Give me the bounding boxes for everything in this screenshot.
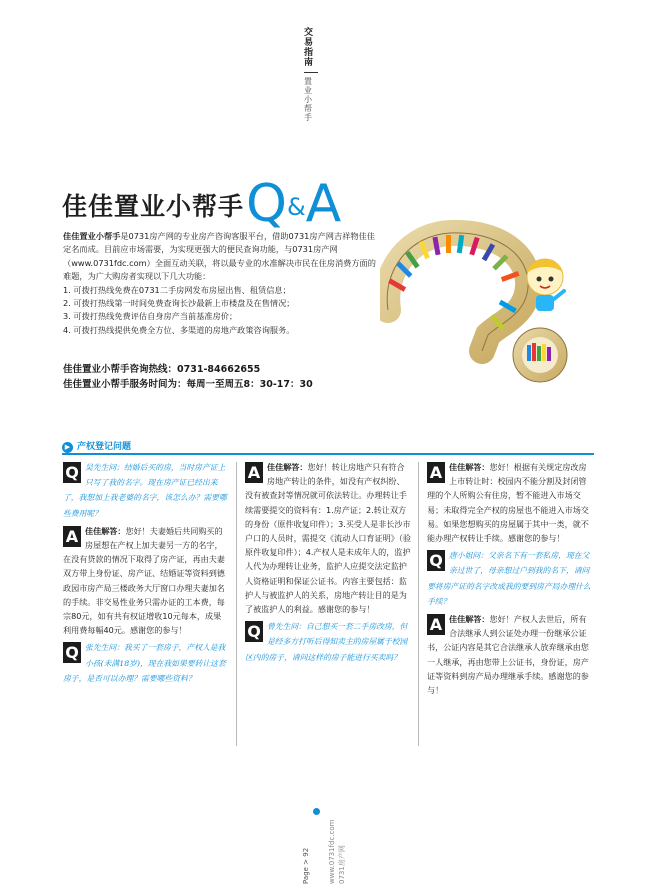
question-block bbox=[245, 619, 411, 665]
intro-item: 1. 可拨打热线免费在0731二手房网发布房屋出售、租赁信息； bbox=[63, 284, 291, 295]
title-ampersand: & bbox=[286, 193, 306, 221]
answer-text: 您好！转让房地产只有符合房地产转让的条件，如没有产权纠纷、没有被查封等情况就可依法转让。办理转让手续需要提交的资料有：1.房产证；2.转让双方的身份（原件收复印件）；3.买受人是非长沙市户口的人员时，需提交《流动人口育证明》（验原件收复印件）；4.产权人是未成年人的，监护人代为办理转让业务，监护人应提交法定监护人资格证明和保证公证书。内容主要包括：监护人与被监护人的关系，房地产转让目的是为了被监护人的利益。感谢您的参与！ bbox=[245, 462, 411, 615]
answer-label: 佳佳解答： bbox=[449, 462, 490, 472]
answer-text: 您好！产权人去世后，所有合法继承人到公证处办理一份继承公证书，公证内容是其它合法继承人放弃继承由您一人继承，再由您带上公证书，身份证，房产证等资料到房产局办理继承手续。感谢您的参与！ bbox=[427, 614, 589, 696]
page-number: Page > 92 bbox=[302, 847, 310, 884]
question-text: 唐小姐问：父亲名下有一套私房，现在父亲过世了，母亲想过户到我的名下，请问要将房产证的名字改成我的要到房产局办理什么手续？ bbox=[427, 551, 591, 606]
question-badge: Q bbox=[63, 642, 81, 663]
qa-column-2 bbox=[245, 460, 411, 668]
footer-site-name: 0731房产网 bbox=[338, 845, 346, 884]
section-underline bbox=[62, 453, 594, 455]
section-tab bbox=[304, 28, 320, 122]
tab-subsection-name: 置业小帮手 bbox=[304, 77, 312, 122]
intro-item: 2. 可拨打热线第一时间免费查询长沙最新上市楼盘及在售情况； bbox=[63, 298, 295, 309]
question-badge: Q bbox=[63, 462, 81, 483]
page-marker-dot bbox=[313, 808, 320, 815]
page-footer bbox=[300, 800, 350, 884]
intro-lead-rest: 是0731房产网的专业房产咨询客服平台，借助0731房产网吉祥物佳佳定名而成。目前应市场需要，为实现更强大的便民查询功能，与0731房产网（www.0731fdc.com）全面互动关联，将以最专业的水准解决市民在住房消费方面的难题，为广大购房者实现以下几大功能： bbox=[63, 231, 376, 282]
qa-column-3 bbox=[427, 460, 593, 700]
question-block bbox=[63, 460, 229, 521]
intro-lead-bold: 佳佳置业小帮手 bbox=[63, 231, 121, 241]
answer-text: 您好！夫妻婚后共同购买的房屋想在产权上加夫妻另一方的名字，在没有贷款的情况下取得了房产证，再由夫妻双方带上身份证、房产证、结婚证等资料到德政园市房产局三楼政务大厅窗口办理夫妻加名的手续。非交易性业务只需办证的工本费，每宗80元，如有共有权证增收10元每本，成果利用费每幅40元。感谢您的参与！ bbox=[63, 525, 225, 636]
section-header bbox=[62, 441, 594, 455]
footer-url: www.0731fdc.com bbox=[328, 819, 336, 884]
title-chinese: 佳佳置业小帮手 bbox=[62, 192, 245, 221]
answer-badge: A bbox=[427, 614, 445, 635]
column-divider bbox=[236, 462, 237, 746]
answer-badge: A bbox=[63, 526, 81, 547]
intro-text bbox=[63, 230, 383, 337]
bookshelf-question-mark-illustration bbox=[380, 215, 580, 390]
question-text: 曾先生问：自己想买一套二手房改房，但是经多方打听后得知卖主的房屋属于校园区内的房子，请问这样的房子能进行买卖吗？ bbox=[245, 622, 408, 662]
intro-paragraph bbox=[63, 230, 383, 284]
hotline-phone: 佳佳置业小帮手咨询热线：0731-84662655 bbox=[63, 364, 261, 375]
intro-item: 3. 可拨打热线免费评估自身房产当前基准房价； bbox=[63, 311, 238, 322]
tab-section-name: 交易指南 bbox=[304, 28, 314, 68]
question-block bbox=[427, 548, 593, 609]
answer-block bbox=[427, 460, 593, 545]
answer-block bbox=[245, 460, 411, 616]
tab-divider bbox=[304, 72, 318, 73]
answer-label: 佳佳解答： bbox=[267, 462, 308, 472]
page-title bbox=[62, 174, 342, 234]
answer-block bbox=[427, 612, 593, 697]
qa-column-1 bbox=[63, 460, 229, 689]
answer-label: 佳佳解答： bbox=[85, 525, 126, 536]
section-title: 产权登记问题 bbox=[77, 442, 132, 452]
column-divider bbox=[418, 462, 419, 746]
question-badge: Q bbox=[245, 621, 263, 642]
play-arrow-icon: ▶ bbox=[62, 442, 73, 453]
title-a: A bbox=[305, 174, 342, 234]
answer-badge: A bbox=[427, 462, 445, 483]
title-q: Q bbox=[246, 174, 287, 234]
hotline-info bbox=[63, 362, 383, 392]
answer-block bbox=[63, 524, 229, 638]
question-badge: Q bbox=[427, 550, 445, 571]
question-text: 吴先生问：结婚后买的房，当时房产证上只写了我的名字。现在房产证已经出来了，我想加上我老婆的名字，该怎么办？需要哪些费用呢？ bbox=[63, 463, 227, 518]
question-text: 张先生问：我买了一套房子，产权人是我小孩(未满18岁)，现在我如果要转让这套房子，是否可以办理？需要哪些资料？ bbox=[63, 643, 226, 683]
answer-label: 佳佳解答： bbox=[449, 614, 490, 625]
question-block bbox=[63, 640, 229, 686]
answer-badge: A bbox=[245, 462, 263, 483]
answer-text: 您好！根据有关规定房改房上市转让时：校园内不能分割及封闭管理的个人所购公有住房，暂不能进入市场交易；未取得完全产权的房屋也不能进入市场交易。如果您想购买的房屋属于其中一类，就不能办理产权转让手续。感谢您的参与！ bbox=[427, 462, 589, 544]
intro-item: 4. 可拨打热线提供免费全方位、多渠道的房地产政策咨询服务。 bbox=[63, 324, 295, 335]
hotline-hours: 佳佳置业小帮手服务时间为：每周一至周五8：30-17：30 bbox=[63, 379, 313, 390]
